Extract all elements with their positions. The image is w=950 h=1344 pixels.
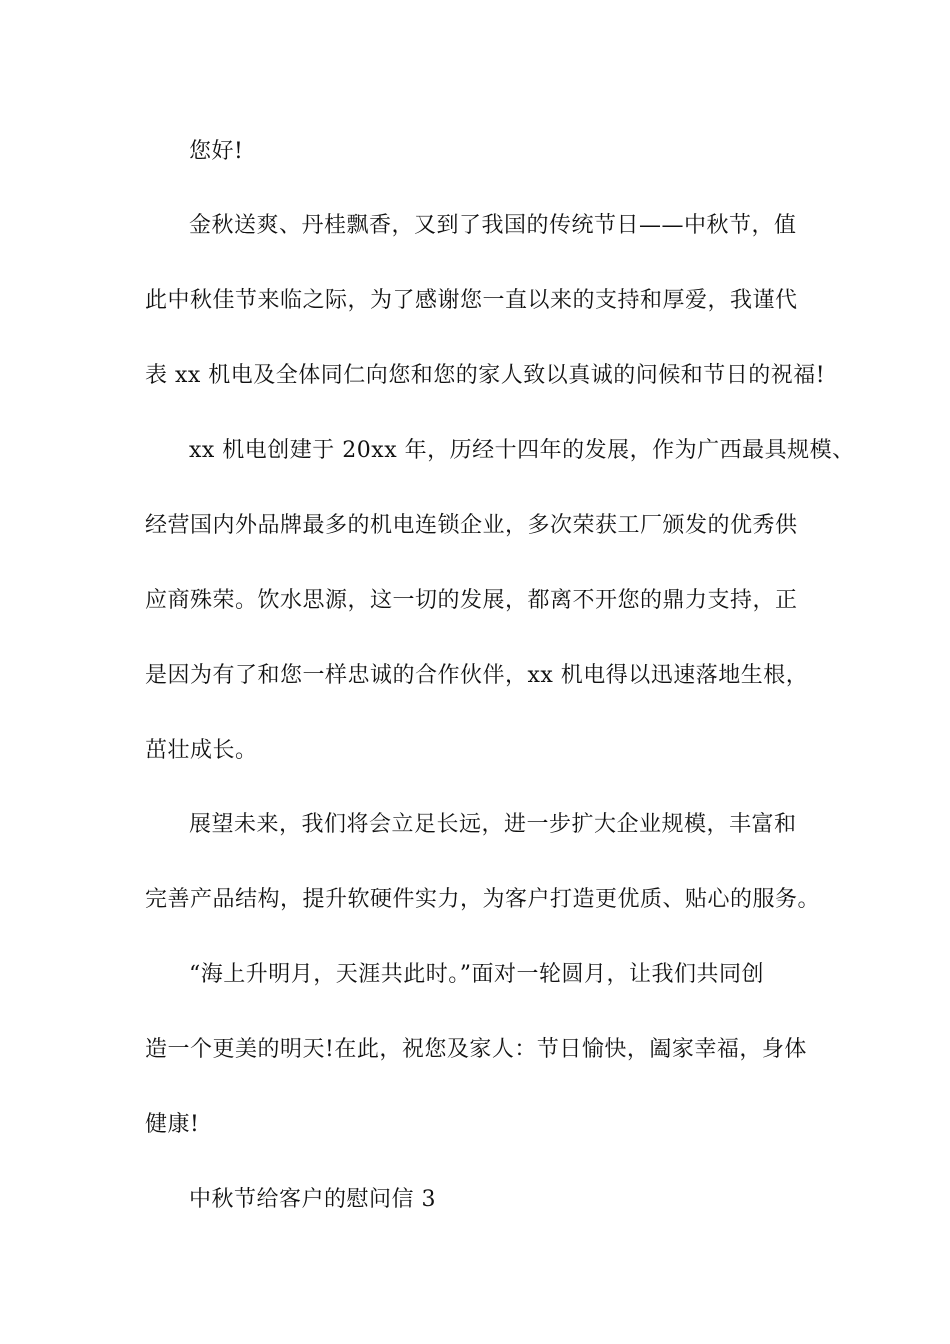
paragraph-3-line-2: 完善产品结构，提升软硬件实力，为客户打造更优质、贴心的服务。 xyxy=(145,887,821,912)
paragraph-2-line-1: xx 机电创建于 20xx 年，历经十四年的发展，作为广西最具规模、 xyxy=(189,438,855,463)
paragraph-2-line-5: 茁壮成长。 xyxy=(145,738,258,763)
greeting-line: 您好! xyxy=(189,139,244,164)
section-heading: 中秋节给客户的慰问信 3 xyxy=(189,1187,436,1212)
paragraph-4-line-1: “海上升明月，天涯共此时。”面对一轮圆月，让我们共同创 xyxy=(189,962,764,987)
paragraph-4-line-3: 健康! xyxy=(145,1112,200,1137)
paragraph-1-line-3: 表 xx 机电及全体同仁向您和您的家人致以真诚的问候和节日的祝福! xyxy=(145,363,826,388)
paragraph-1-line-2: 此中秋佳节来临之际，为了感谢您一直以来的支持和厚爱，我谨代 xyxy=(145,288,798,313)
paragraph-2-line-3: 应商殊荣。饮水思源，这一切的发展，都离不开您的鼎力支持，正 xyxy=(145,588,798,613)
paragraph-2-line-2: 经营国内外品牌最多的机电连锁企业，多次荣获工厂颁发的优秀供 xyxy=(145,513,798,538)
paragraph-3-line-1: 展望未来，我们将会立足长远，进一步扩大企业规模，丰富和 xyxy=(189,812,797,837)
paragraph-1-line-1: 金秋送爽、丹桂飘香，又到了我国的传统节日——中秋节，值 xyxy=(189,213,797,238)
paragraph-4-line-2: 造一个更美的明天!在此，祝您及家人：节日愉快，阖家幸福，身体 xyxy=(145,1037,807,1062)
paragraph-2-line-4: 是因为有了和您一样忠诚的合作伙伴，xx 机电得以迅速落地生根， xyxy=(145,663,809,688)
